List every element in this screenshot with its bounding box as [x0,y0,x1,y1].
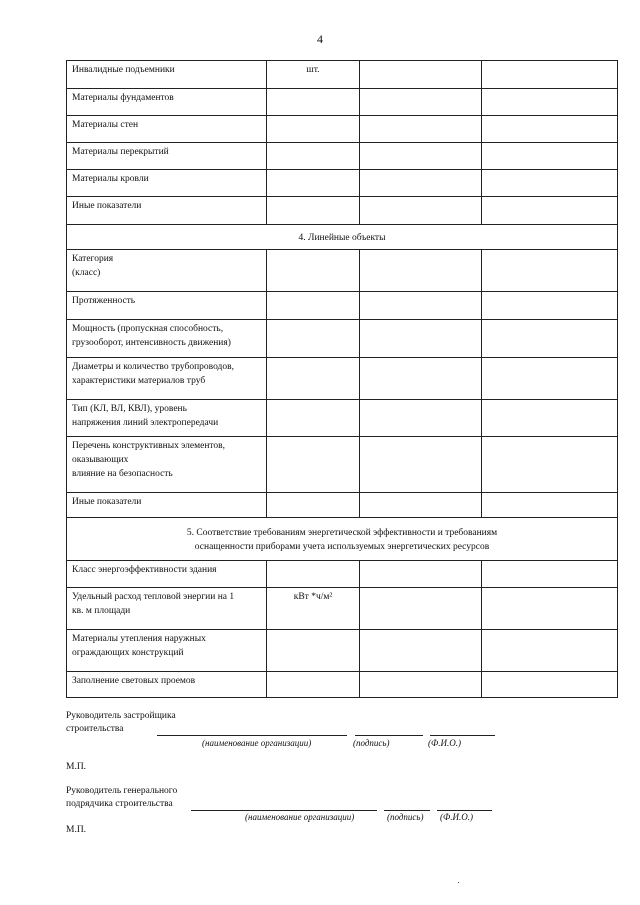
value-cell [360,143,482,170]
developer-head-label: Руководитель застройщика [66,711,176,721]
signature-hint-2: (подпись) [387,812,424,822]
table-row [67,358,618,400]
row-unit [267,320,360,358]
row-label: Диаметры и количество трубопроводов, характеристики материалов труб [67,358,267,400]
row-label: Тип (КЛ, ВЛ, КВЛ), уровень напряжения линий электропередачи [67,400,267,437]
row-unit [267,197,360,225]
table-row [67,143,618,170]
value-cell [360,588,482,630]
signature-hint: (подпись) [353,738,390,748]
value-cell [360,561,482,588]
value-cell [360,197,482,225]
table-row [67,170,618,197]
row-label: Материалы кровли [67,170,267,197]
row-label: Материалы стен [67,116,267,143]
row-label: Заполнение световых проемов [67,672,267,698]
table-row [67,292,618,320]
value-cell [360,630,482,672]
table-row [67,250,618,292]
table-row [67,561,618,588]
section-header-row [67,225,618,250]
row-label: Иные показатели [67,493,267,518]
value-cell [360,358,482,400]
row-unit [267,630,360,672]
row-label: Категория (класс) [67,250,267,292]
row-label: Инвалидные подъемники [67,61,267,89]
row-label: Материалы перекрытий [67,143,267,170]
contractor-head-label: Руководитель генерального [66,786,178,796]
value-cell [360,437,482,493]
table-row [67,400,618,437]
fio-line-2 [437,810,492,811]
value-cell [482,358,618,400]
value-cell [482,197,618,225]
page-number: 4 [317,32,323,46]
row-label: Материалы утепления наружных ограждающих конструкций [67,630,267,672]
row-unit [267,292,360,320]
section-header-row [67,518,618,561]
row-unit [267,400,360,437]
org-name-line [157,735,347,736]
speck-mark [458,882,459,883]
stamp-label-2: М.П. [66,825,87,835]
value-cell [482,400,618,437]
row-unit [267,170,360,197]
stamp-label: М.П. [66,762,87,772]
value-cell [482,437,618,493]
row-unit: кВт *ч/м² [267,588,360,630]
table-row [67,116,618,143]
row-unit [267,358,360,400]
value-cell [360,493,482,518]
table-row [67,320,618,358]
value-cell [482,672,618,698]
row-label: Мощность (пропускная способность, грузооборот, интенсивность движения) [67,320,267,358]
value-cell [482,250,618,292]
value-cell [360,170,482,197]
signature-line-2 [384,810,430,811]
row-label: Протяженность [67,292,267,320]
value-cell [482,61,618,89]
value-cell [360,116,482,143]
value-cell [360,320,482,358]
row-unit [267,89,360,116]
table-row [67,630,618,672]
fio-hint: (Ф.И.О.) [428,738,461,748]
value-cell [482,493,618,518]
value-cell [360,400,482,437]
value-cell [360,89,482,116]
row-unit [267,437,360,493]
table-row [67,588,618,630]
value-cell [482,116,618,143]
row-label: Перечень конструктивных элементов, оказывающих влияние на безопасность [67,437,267,493]
table-row [67,672,618,698]
value-cell [360,292,482,320]
row-unit [267,116,360,143]
fio-line [430,735,495,736]
fio-hint-2: (Ф.И.О.) [440,812,473,822]
table-row [67,493,618,518]
value-cell [360,250,482,292]
row-unit: шт. [267,61,360,89]
value-cell [482,561,618,588]
row-unit [267,493,360,518]
section-5-title: 5. Соответствие требованиям энергетической эффективности и требованиям оснащенности приборами учета используемых энергетических ресурсов [67,518,618,561]
developer-head-label-2: строительства [66,724,124,734]
table-row [67,437,618,493]
section-4-title: 4. Линейные объекты [67,225,618,250]
contractor-head-label-2: подрядчика строительства [66,799,173,809]
row-label: Класс энергоэффективности здания [67,561,267,588]
row-label: Материалы фундаментов [67,89,267,116]
value-cell [482,320,618,358]
org-name-hint: (наименование организации) [202,738,312,748]
row-label: Удельный расход тепловой энергии на 1 кв. м площади [67,588,267,630]
row-unit [267,143,360,170]
value-cell [482,630,618,672]
org-name-hint-2: (наименование организации) [245,812,355,822]
table-row [67,61,618,89]
row-unit [267,250,360,292]
signature-line [355,735,423,736]
value-cell [482,89,618,116]
row-label: Иные показатели [67,197,267,225]
value-cell [482,292,618,320]
row-unit [267,672,360,698]
org-name-line-2 [191,810,377,811]
value-cell [482,143,618,170]
characteristics-table [66,60,618,698]
table-row [67,197,618,225]
row-unit [267,561,360,588]
table-row [67,89,618,116]
value-cell [482,588,618,630]
value-cell [482,170,618,197]
value-cell [360,61,482,89]
value-cell [360,672,482,698]
